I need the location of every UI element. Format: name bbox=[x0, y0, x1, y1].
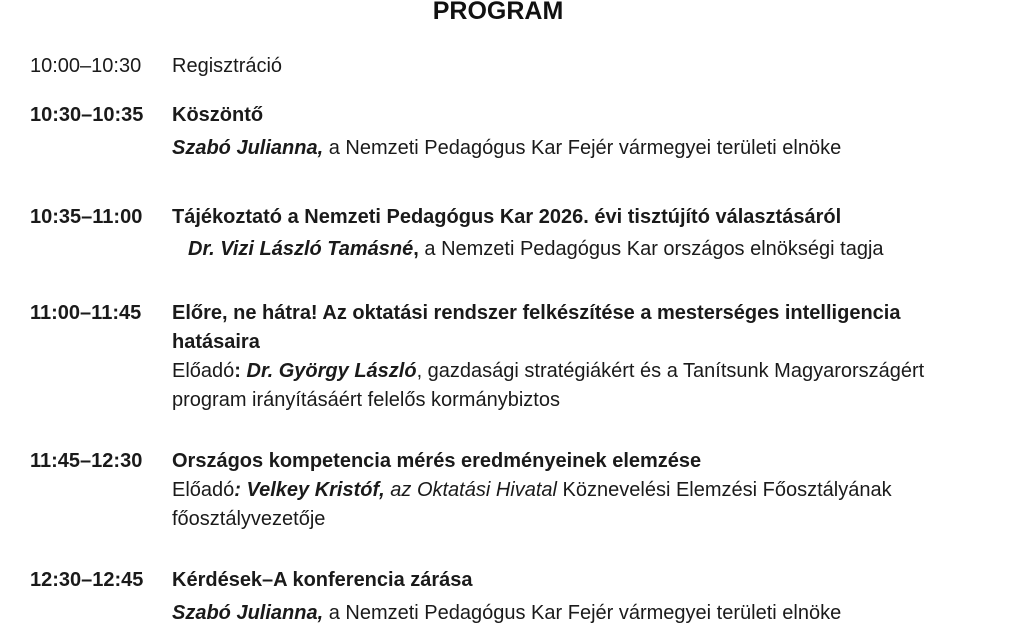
entry-speaker bbox=[172, 134, 972, 163]
speaker-organization: az Oktatási Hivatal bbox=[384, 479, 557, 501]
entry-time: 11:45–12:30 bbox=[30, 450, 143, 472]
speaker-name: Dr. György László bbox=[246, 360, 417, 382]
entry-heading: Tájékoztató a Nemzeti Pedagógus Kar 2026. évi tisztújító választásáról bbox=[172, 206, 842, 228]
entry-speaker bbox=[172, 235, 972, 264]
entry-heading: Regisztráció bbox=[172, 55, 283, 77]
entry-time: 11:00–11:45 bbox=[30, 302, 142, 324]
entry-time: 10:30–10:35 bbox=[30, 104, 144, 126]
entry-time: 10:00–10:30 bbox=[30, 55, 142, 77]
speaker-colon: : bbox=[234, 360, 247, 382]
entry-time: 10:35–11:00 bbox=[30, 206, 143, 228]
entry-heading: Előre, ne hátra! Az oktatási rendszer felkészítése a mesterséges intelligencia hatásaira bbox=[172, 302, 901, 353]
speaker-separator: , bbox=[413, 238, 419, 260]
speaker-colon: : bbox=[234, 479, 247, 501]
entry-heading: Országos kompetencia mérés eredményeinek elemzése bbox=[172, 450, 702, 472]
entry-heading: Köszöntő bbox=[172, 104, 264, 126]
entry-time: 12:30–12:45 bbox=[30, 569, 144, 591]
speaker-role: Köznevelési Elemzési Főosztályának főosztályvezetője bbox=[172, 479, 892, 530]
speaker-name: Velkey Kristóf, bbox=[246, 479, 385, 501]
speaker-prefix: Előadó bbox=[172, 360, 235, 382]
speaker-prefix: Előadó bbox=[172, 479, 235, 501]
speaker-role: , gazdasági stratégiákért és a Tanítsunk Magyarországért program irányításáért felelős kormánybiztos bbox=[172, 360, 925, 411]
entry-heading: Kérdések–A konferencia zárása bbox=[172, 569, 473, 591]
entry-speaker bbox=[172, 476, 972, 534]
speaker-name: Szabó Julianna, bbox=[172, 137, 324, 159]
speaker-role: a Nemzeti Pedagógus Kar Fejér vármegyei területi elnöke bbox=[323, 137, 842, 159]
speaker-name: Dr. Vizi László Tamásné bbox=[188, 238, 414, 260]
page-title: PROGRAM bbox=[432, 0, 564, 25]
speaker-role: a Nemzeti Pedagógus Kar Fejér vármegyei területi elnöke bbox=[323, 602, 842, 624]
speaker-name: Szabó Julianna, bbox=[172, 602, 324, 624]
speaker-role: a Nemzeti Pedagógus Kar országos elnökségi tagja bbox=[418, 238, 884, 260]
entry-speaker bbox=[172, 357, 972, 415]
